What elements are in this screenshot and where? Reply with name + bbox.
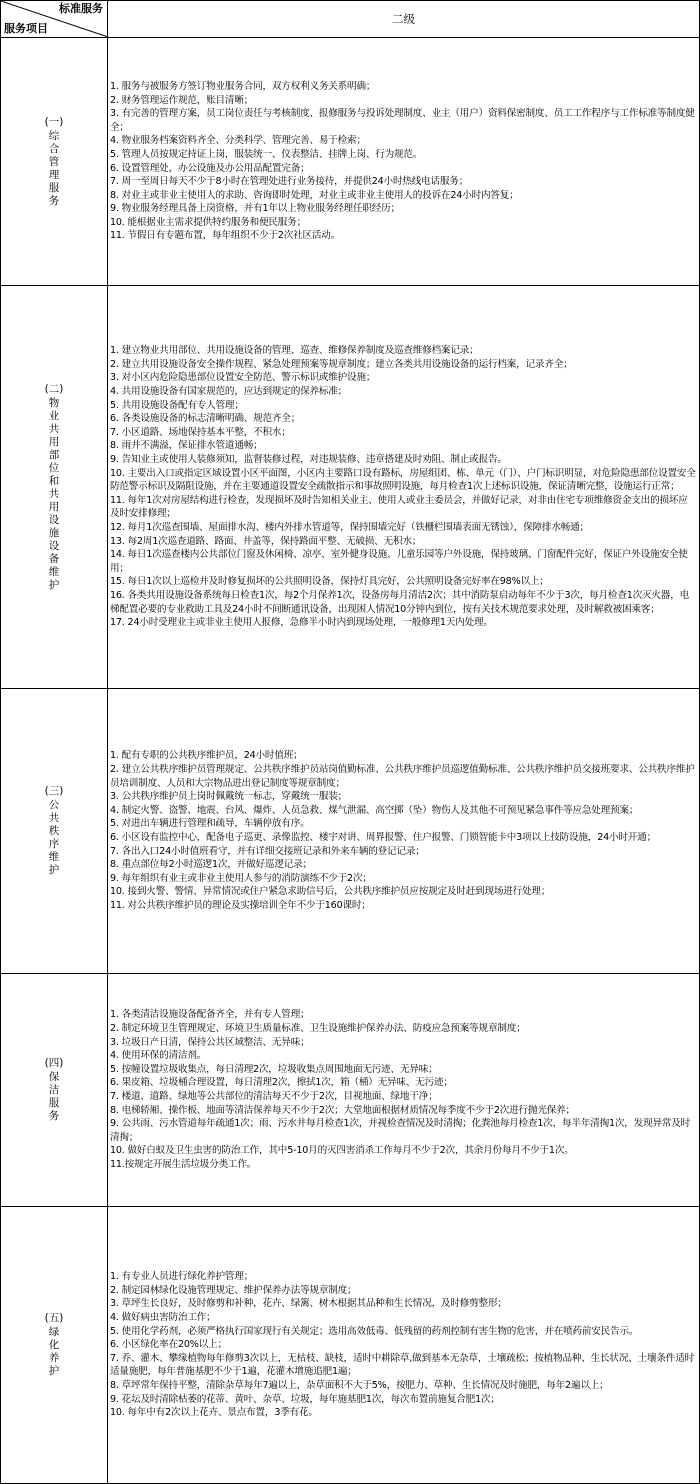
section-number: (三) bbox=[44, 785, 64, 797]
requirement-item: 3. 有完善的管理方案，员工岗位责任与考核制度、报修服务与投诉处理制度、业主（用户）资料保密制度、员工工作程序与工作标准等制度健全； bbox=[110, 108, 695, 133]
requirement-item: 9. 物业服务经理具备上岗资格，并有1年以上物业服务经理任职经历； bbox=[110, 203, 400, 215]
section-content-cell bbox=[108, 689, 700, 974]
requirement-item: 5. 按幢设置垃圾收集点，每日清理2次，垃圾收集点周围地面无污迹、无异味； bbox=[110, 1063, 438, 1075]
section-number: (四) bbox=[44, 1057, 64, 1069]
header-level-cell: 二级 bbox=[108, 1, 700, 38]
requirement-item: 5. 管理人员按规定持证上岗，服装统一、仪表整洁、挂牌上岗、行为规范。 bbox=[110, 148, 423, 160]
requirement-item: 10. 主要出入口或指定区域设置小区平面图，小区内主要路口设有路标，房屋组团、栋、单元（门）、户门标识明显，对危险隐患部位设置安全防范警示标识及隔阻设施，并在主要通道设置安全疏散指示和事故照明设施，每月检查1次上述标识设施，保证清晰完整，设施运行正常； bbox=[110, 467, 696, 493]
requirement-item: 2. 制定环境卫生管理规定、环境卫生质量标准、卫生设施维护保养办法、防疫应急预案等规章制度； bbox=[110, 1023, 526, 1035]
requirement-item: 1. 建立物业共用部位、共用设施设备的管理、巡查、维修保养制度及巡查维修档案记录； bbox=[110, 345, 479, 357]
requirement-item: 5. 共用设施设备配有专人管理； bbox=[110, 399, 244, 411]
section-category-cell bbox=[1, 38, 108, 286]
requirement-item: 4. 使用环保的清洁剂。 bbox=[110, 1050, 207, 1062]
requirement-item: 13. 每2周1次巡查道路、路面、井盖等，保持路面平整、无破损、无积水； bbox=[110, 535, 422, 547]
section-title: 保洁服务 bbox=[48, 1071, 60, 1122]
requirement-item: 6. 设置管理处，办公设施及办公用品配置完备； bbox=[110, 162, 310, 174]
requirement-item: 9. 每年组织有业主或非业主使用人参与的消防演练不少于2次； bbox=[110, 872, 372, 884]
requirement-list bbox=[110, 344, 696, 629]
section-title: 公共秩序维护 bbox=[48, 799, 60, 876]
requirement-item: 9. 花坛及时清除枯萎的花蒂、黄叶、杂草、垃圾，每年施基肥1次，每次布置前施复合肥1次； bbox=[110, 1393, 500, 1405]
requirement-item: 3. 垃圾日产日清，保持公共区域整洁、无异味； bbox=[110, 1036, 310, 1048]
requirement-item: 8. 草坪常年保持平整，清除杂草每年7遍以上，杂草面积不大于5%，按肥力、草种、生长情况及时施肥，每年2遍以上； bbox=[110, 1379, 609, 1391]
header-row bbox=[1, 1, 700, 38]
requirement-item: 7. 各出入口24小时值班看守，并有详细交接班记录和外来车辆的登记记录； bbox=[110, 845, 425, 857]
section-row-facilities bbox=[1, 286, 700, 689]
requirement-item: 1. 配有专职的公共秩序维护员，24小时值班； bbox=[110, 750, 303, 762]
requirement-item: 10. 做好白蚁及卫生虫害的防治工作，其中5-10月的灭四害消杀工作每月不少于2次，其余月份每月不少于1次。 bbox=[110, 1145, 574, 1157]
requirement-item: 1. 各类清洁设施设备配备齐全，并有专人管理； bbox=[110, 1009, 310, 1021]
requirement-item: 12. 每月1次巡查围墙、屋面排水沟、楼内外排水管道等，保持围墙完好（铁栅栏围墙表面无锈蚀），保障排水畅通； bbox=[110, 521, 589, 533]
requirement-item: 6. 小区绿化率在20%以上； bbox=[110, 1339, 227, 1351]
section-content-cell bbox=[108, 974, 700, 1207]
requirement-item: 3. 对小区内危险隐患部位设置安全防范、警示标识或维护设施； bbox=[110, 372, 376, 384]
requirement-item: 8. 对业主或非业主使用人的求助、咨询即时处理，对业主或非业主使用人的投诉在24小时内答复； bbox=[110, 189, 519, 201]
requirement-item: 1. 服务与被服务方签订物业服务合同，双方权利义务关系明确； bbox=[110, 80, 376, 92]
requirement-list bbox=[110, 1270, 696, 1420]
requirement-item: 17. 24小时受理业主或非业主使用人报修，急修半小时内到现场处理，一般修理1天内处理。 bbox=[110, 617, 493, 629]
requirement-list bbox=[110, 1008, 696, 1171]
section-content-cell bbox=[108, 1207, 700, 1484]
section-category-cell bbox=[1, 974, 108, 1207]
requirement-item: 7. 乔、灌木、攀缘植物每年修剪3次以上，无枯枝、缺枝，适时中耕除草,做到基本无杂草，土壤疏松；按植物品种、生长状况、土壤条件适时适量施肥，每年普施基肥不少于1遍，花灌木增施追肥1遍； bbox=[110, 1352, 694, 1378]
requirement-item: 8. 电梯轿厢、操作板、地面等清洁保养每天不少于2次；大堂地面根据材质情况每季度不少于2次进行抛光保养； bbox=[110, 1104, 575, 1116]
requirement-item: 9. 告知业主或使用人装修须知，监督装修过程，对违规装修、违章搭建及时劝阻、制止或报告。 bbox=[110, 454, 507, 466]
requirement-item: 2. 建立公共秩序维护员管理规定、公共秩序维护员站岗值勤标准、公共秩序维护员巡逻值勤标准、公共秩序维护员交接班要求、公共秩序维护员培训制度、人员和大宗物品进出登记制度等规章制度； bbox=[110, 764, 695, 789]
requirement-item: 14. 每日1次巡查楼内公共部位门窗及休闲椅、凉亭、室外健身设施、儿童乐园等户外设施，保持玻璃、门窗配件完好，保证户外设施安全使用； bbox=[110, 549, 688, 574]
section-title: 物业共用部位和共用设施设备维护 bbox=[48, 396, 60, 591]
section-category-cell bbox=[1, 286, 108, 689]
requirement-item: 4. 制定火警、盗警、地震、台风、爆炸、人员急救、煤气泄漏、高空掷（坠）物伤人及其他不可预见紧急事件等应急处理预案； bbox=[110, 804, 639, 816]
section-row-greening bbox=[1, 1207, 700, 1484]
section-row-security bbox=[1, 689, 700, 974]
section-title: 绿化养护 bbox=[48, 1326, 60, 1377]
requirement-item: 16. 各类共用设施设备系统每日检查1次，每2个月保养1次，设备房每月清洁2次；其中消防泵启动每年不少于3次，每月检查1次灭火器，电梯配置必要的专业救助工具及24小时不间断通讯设备，出现困人情况10分钟内到位，按有关技术规范要求处理，及时解救被困乘客； bbox=[110, 589, 689, 615]
section-category-cell bbox=[1, 689, 108, 974]
requirement-item: 2. 制定园林绿化设施管理规定、维护保养办法等规章制度； bbox=[110, 1284, 357, 1296]
section-content-cell bbox=[108, 286, 700, 689]
header-standard-label: 标准服务 bbox=[59, 2, 103, 15]
header-item-label: 服务项目 bbox=[4, 22, 48, 35]
section-title: 综合管理服务 bbox=[48, 129, 60, 207]
requirement-item: 11. 节假日有专题布置，每年组织不少于2次社区活动。 bbox=[110, 230, 341, 242]
requirement-item: 6. 各类设施设备的标志清晰明确、规范齐全； bbox=[110, 413, 301, 425]
requirement-item: 5. 对进出车辆进行管理和疏导，车辆停放有序。 bbox=[110, 818, 310, 830]
header-corner-cell bbox=[1, 1, 108, 38]
requirement-item: 4. 共用设施设备有国家规范的，应达到规定的保养标准； bbox=[110, 386, 348, 398]
requirement-item: 15. 每日1次以上巡检并及时修复损坏的公共照明设备，保持灯具完好，公共照明设备完好率在98%以上； bbox=[110, 576, 549, 588]
section-number: (五) bbox=[44, 1312, 64, 1324]
requirement-item: 3. 公共秩序维护员上岗时佩戴统一标志，穿戴统一服装； bbox=[110, 791, 348, 803]
requirement-item: 10. 接到火警、警情、异常情况或住户紧急求助信号后，公共秩序维护员应按规定及时赶到现场进行处理； bbox=[110, 886, 551, 898]
requirement-item: 8. 重点部位每2小时巡逻1次，并做好巡逻记录； bbox=[110, 859, 312, 871]
section-row-general bbox=[1, 38, 700, 286]
requirement-item: 6. 果皮箱、垃圾桶合理设置，每日清理2次，擦拭1次，箱（桶）无异味、无污迹； bbox=[110, 1077, 453, 1089]
section-number: (一) bbox=[44, 115, 64, 128]
requirement-item: 2. 建立共用设施设备安全操作规程、紧急处理预案等规章制度；建立各类共用设施设备的运行档案，记录齐全； bbox=[110, 358, 573, 370]
requirement-item: 11. 对公共秩序维护员的理论及实操培训全年不少于160课时； bbox=[110, 899, 371, 911]
requirement-item: 4. 物业服务档案资料齐全、分类科学、管理完善、易于检索； bbox=[110, 135, 366, 147]
requirement-item: 7. 楼道、道路、绿地等公共部位的清洁每天不少于2次，目视地面、绿地干净； bbox=[110, 1091, 438, 1102]
requirement-item: 2. 财务管理运作规范，账目清晰； bbox=[110, 94, 254, 106]
section-number: (二) bbox=[44, 382, 64, 395]
requirement-item: 7. 周一至周日每天不少于8小时在管理处进行业务接待，并提供24小时热线电话服务； bbox=[110, 176, 469, 188]
requirement-item: 9. 公共雨、污水管道每年疏通1次；雨、污水井每月检查1次，并视检查情况及时清掏；化粪池每月检查1次，每半年清掏1次，发现异常及时清掏； bbox=[110, 1118, 691, 1143]
requirement-item: 8. 雨井不满溢，保证排水管道通畅； bbox=[110, 440, 263, 452]
requirement-item: 6. 小区设有监控中心，配备电子巡更、录像监控、楼宇对讲、周界报警、住户报警、门锁智能卡中3项以上技防设施，24小时开通； bbox=[110, 832, 656, 843]
section-content-cell bbox=[108, 38, 700, 286]
requirement-item: 11. 每年1次对房屋结构进行检查，发现损坏及时告知相关业主、使用人或业主委员会，并做好记录，对非由住宅专项维修资金支出的损坏应及时安排修理； bbox=[110, 494, 688, 520]
requirement-item: 7. 小区道路、场地保持基本平整，不积水； bbox=[110, 426, 291, 438]
requirement-item: 5. 使用化学药剂，必须严格执行国家现行有关规定；选用高效低毒、低残留的药剂控制有害生物的危害，并在喷药前安民告示。 bbox=[110, 1325, 639, 1337]
requirement-item: 11.按规定开展生活垃圾分类工作。 bbox=[110, 1158, 257, 1170]
requirement-item: 3. 草坪生长良好，及时修剪和补种，花卉、绿篱、树木根据其品种和生长情况，及时修剪整形； bbox=[110, 1298, 507, 1310]
requirement-item: 4. 做好病虫害防治工作； bbox=[110, 1312, 216, 1324]
requirement-list bbox=[110, 749, 696, 912]
section-category-cell bbox=[1, 1207, 108, 1484]
requirement-item: 10. 能根据业主需求提供特约服务和便民服务； bbox=[110, 216, 306, 228]
requirement-item: 10. 每年中有2次以上花卉、景点布置，3季有花。 bbox=[110, 1407, 318, 1419]
requirement-item: 1. 有专业人员进行绿化养护管理； bbox=[110, 1271, 254, 1283]
requirement-list bbox=[110, 80, 696, 243]
section-row-cleaning bbox=[1, 974, 700, 1207]
